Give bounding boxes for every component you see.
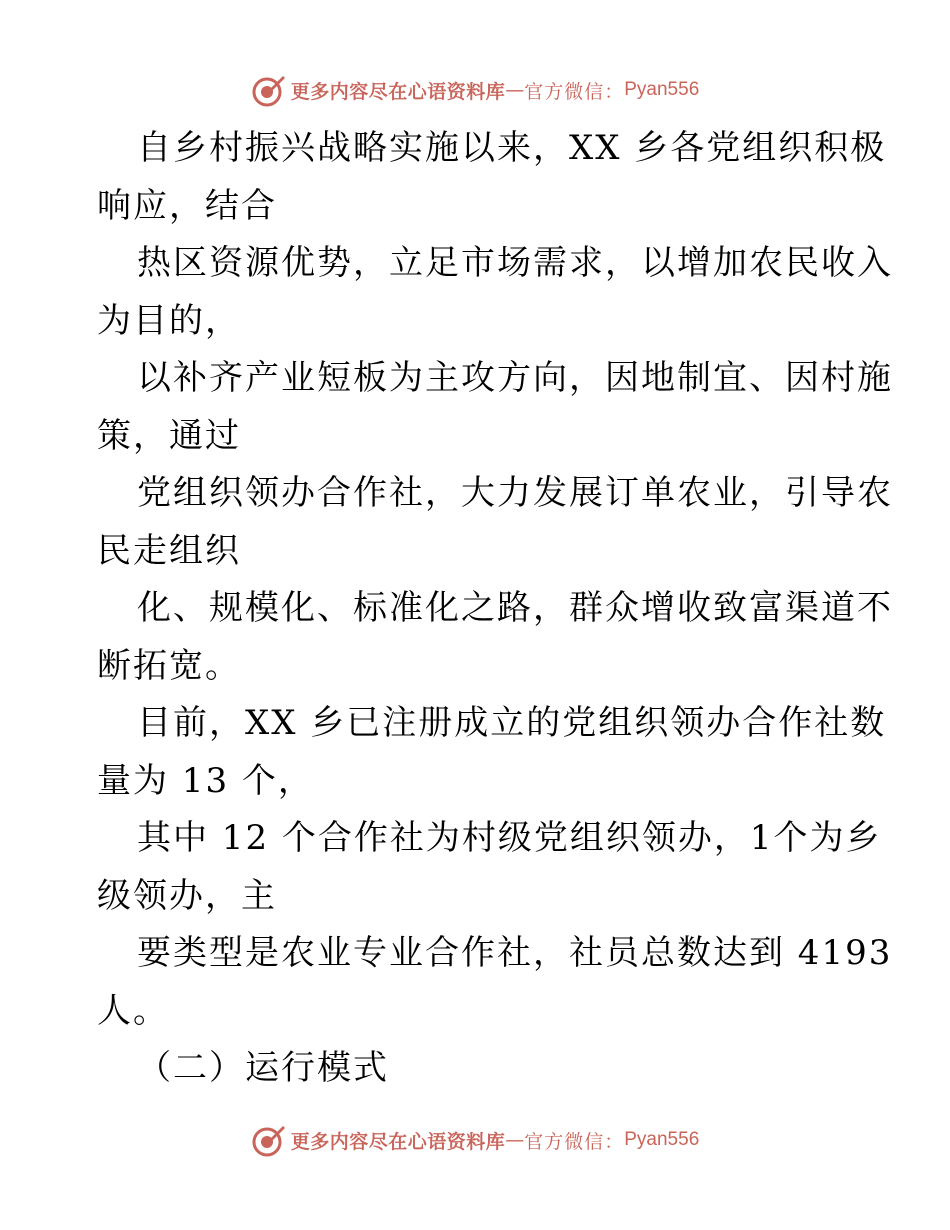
- paragraph-line: 党组织领办合作社，大力发展订单农业，引导农: [137, 473, 893, 513]
- paragraph-line: 量为 13 个，: [97, 760, 314, 801]
- watermark-wechat-id: Pyan556: [624, 79, 700, 100]
- watermark-dash: —: [505, 79, 525, 101]
- footer-watermark: [0, 1120, 950, 1160]
- paragraph-line: 要类型是农业专业合作社，社员总数达到 4193: [137, 933, 893, 973]
- paragraph-line: 为目的，: [97, 300, 241, 341]
- paragraph-line: 其中 12 个合作社为村级党组织领办，1个为乡: [137, 818, 882, 858]
- paragraph-line: 人。: [97, 990, 169, 1031]
- paragraph-line: 化、规模化、标准化之路，群众增收致富渠道不: [137, 588, 893, 628]
- document-body: [97, 120, 893, 1098]
- watermark-text: 更多内容尽在心语资料库: [290, 80, 506, 103]
- watermark-wechat-id: Pyan556: [624, 1129, 700, 1150]
- watermark-wechat-label: 官方微信：: [524, 80, 625, 103]
- watermark-text: 更多内容尽在心语资料库: [290, 1130, 506, 1153]
- paragraph-line: 目前，XX 乡已注册成立的党组织领办合作社数: [137, 703, 887, 743]
- pen-logo-icon: [251, 72, 287, 108]
- watermark-wechat-label: 官方微信：: [524, 1130, 625, 1153]
- paragraph-line: 民走组织: [97, 530, 241, 571]
- paragraph-line: 自乡村振兴战略实施以来，XX 乡各党组织积极: [137, 128, 887, 168]
- section-heading: （二）运行模式: [137, 1048, 389, 1088]
- paragraph-line: 热区资源优势，立足市场需求，以增加农民收入: [137, 243, 893, 283]
- paragraph-line: 以补齐产业短板为主攻方向，因地制宜、因村施: [137, 358, 893, 398]
- paragraph-line: 级领办，主: [97, 875, 277, 916]
- paragraph-line: 策，通过: [97, 415, 241, 456]
- header-watermark: [0, 70, 950, 110]
- paragraph-line: 断拓宽。: [97, 645, 241, 686]
- paragraph-line: 响应，结合: [97, 185, 277, 226]
- watermark-dash: —: [505, 1129, 525, 1151]
- pen-logo-icon: [251, 1122, 287, 1158]
